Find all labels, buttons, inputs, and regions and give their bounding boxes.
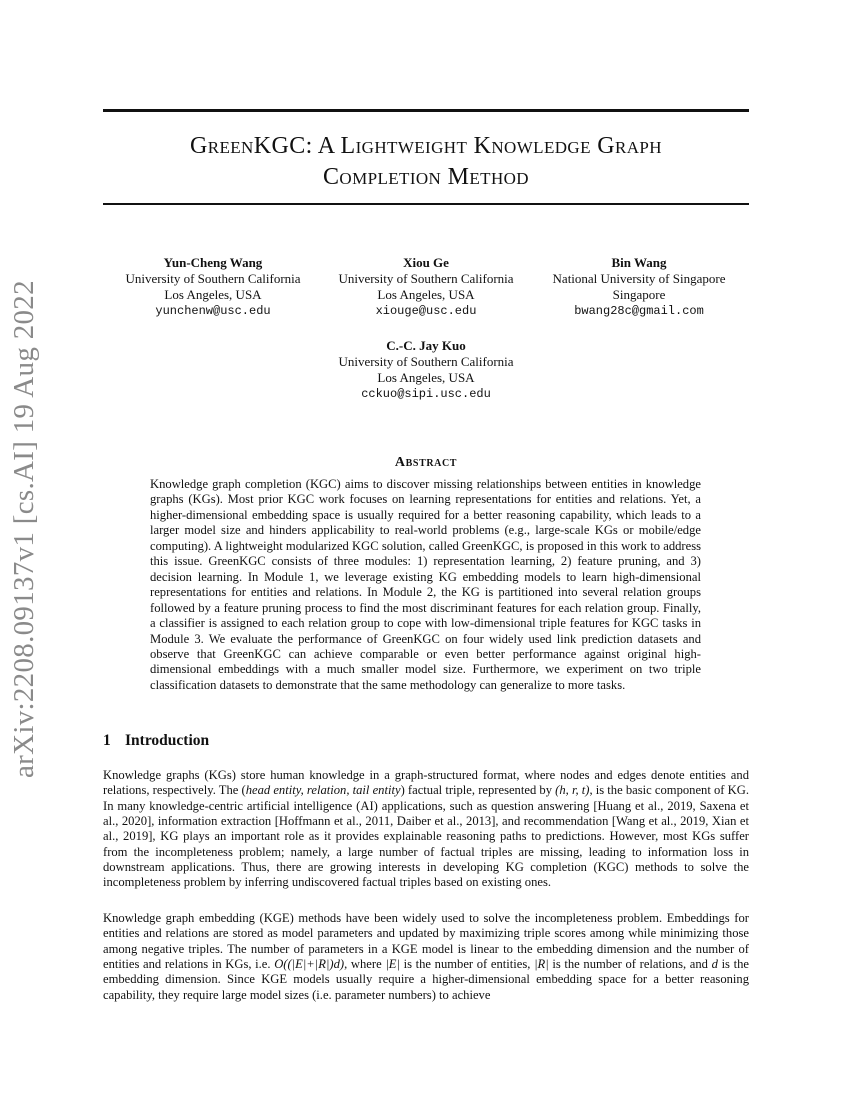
text-run: ) factual triple, represented by — [400, 783, 556, 798]
intro-paragraph-2 — [103, 911, 749, 1003]
math-inline: (h, r, t) — [555, 783, 590, 798]
author-location: Los Angeles, USA — [377, 287, 475, 302]
author-name: Xiou Ge — [403, 255, 449, 270]
math-inline: |E| — [385, 957, 400, 972]
author-email: cckuo@sipi.usc.edu — [361, 387, 491, 401]
text-run: , where — [344, 957, 386, 972]
author-location: Los Angeles, USA — [377, 370, 475, 385]
author-affiliation: National University of Singapore — [552, 271, 726, 286]
math-inline: d — [711, 957, 718, 972]
section-number: 1 — [103, 732, 111, 749]
author-affiliation: University of Southern California — [338, 271, 514, 286]
text-run: Knowledge graphs (KGs) store human knowledge in a graph-structured format, where nodes and edges denote entities and relations, respectively. The ( — [103, 768, 749, 798]
author-location: Singapore — [612, 287, 666, 302]
math-inline: |R| — [534, 957, 549, 972]
abstract-heading: Abstract — [394, 455, 458, 470]
text-run: is the number of relations, and — [548, 957, 712, 972]
text-run: is the embedding dimension. Since KGE models usually require a higher-dimensional embedding space for a better reasoning capability, they require large model sizes (i.e. parameter numbers) to achieve — [103, 957, 749, 1002]
abstract-text: Knowledge graph completion (KGC) aims to discover missing relationships between entities in knowledge graphs (KGs). Most prior KGC work focuses on learning representations for entities and relations. Yet, a higher-dimensional embedding space is usually required for a better reasoning capability, which leads to a larger model size and hinders applicability to real-world problems (e.g., large-scale KGs or mobile/edge computing). A lightweight modularized KGC solution, called GreenKGC, is proposed in this work to address this issue. GreenKGC consists of three modules: 1) representation learning, 2) feature pruning, and 3) decision learning. In Module 1, we leverage existing KG embedding models to learn high-dimensional representations for entities and relations. In Module 2, the KG is partitioned into several relation groups followed by a feature pruning process to find the most discriminant features for each relation group. Finally, a classifier is assigned to each relation group to cope with low-dimensional triple features for KGC tasks in Module 3. We evaluate the performance of GreenKGC on four widely used link prediction datasets and observe that GreenKGC can achieve comparable or even better performance against original high-dimensional embeddings with a much smaller model size. Furthermore, we experiment on two triple classification datasets to demonstrate that the same methodology can generalize to more tasks. — [150, 477, 701, 692]
author-affiliation: University of Southern California — [338, 354, 514, 369]
author-block — [326, 338, 526, 402]
author-block — [113, 255, 313, 319]
italic-run: head entity, relation, tail entity — [245, 783, 401, 798]
math-inline: O((|E|+|R|)d) — [274, 957, 345, 972]
author-block — [326, 255, 526, 319]
author-block — [539, 255, 739, 319]
author-affiliation: University of Southern California — [125, 271, 301, 286]
author-email: bwang28c@gmail.com — [574, 304, 704, 318]
section-title: Introduction — [125, 732, 210, 749]
author-name: Bin Wang — [611, 255, 667, 270]
title-rule-top — [103, 109, 749, 112]
author-name: Yun-Cheng Wang — [163, 255, 263, 270]
title-line-1: GreenKGC: A Lightweight Knowledge Graph — [190, 133, 662, 159]
author-location: Los Angeles, USA — [164, 287, 262, 302]
author-name: C.-C. Jay Kuo — [386, 338, 466, 353]
paper-title — [103, 131, 749, 193]
author-email: yunchenw@usc.edu — [155, 304, 271, 318]
section-heading — [103, 732, 209, 750]
author-email: xiouge@usc.edu — [375, 304, 477, 318]
text-run: is the number of entities, — [399, 957, 535, 972]
title-line-2: Completion Method — [323, 164, 529, 190]
text-run: Knowledge graph embedding (KGE) methods have been widely used to solve the incompleteness problem. Embeddings for entities and relations are stored as model parameters and updated by maximizing triple scores among while minimizing those among negative triples. The number of parameters in a KGE model is linear to the embedding dimension and the number of entities and relations in KGs, i.e. — [103, 911, 749, 972]
intro-paragraph-1 — [103, 768, 749, 891]
arxiv-identifier: arXiv:2208.09137v1 [cs.AI] 19 Aug 2022 — [8, 280, 40, 778]
text-run: , is the basic component of KG. In many knowledge-centric artificial intelligence (AI) applications, such as question answering [Huang et al., 2019, Saxena et al., 2020], information extraction [Hoffmann et al., 2011, Daiber et al., 2013], and recommendation [Wang et al., 2019, Xian et al., 2019], KG plays an important role as it provides explainable reasoning paths to predictions. However, most KGs suffer from the incompleteness problem; namely, a large number of factual triples are missing, leading to information loss in downstream applications. Thus, there are growing interests in developing KG completion (KGC) methods to solve the incompleteness problem by inferring undiscovered factual triples based on existing ones. — [103, 783, 749, 890]
title-rule-bottom — [103, 203, 749, 205]
